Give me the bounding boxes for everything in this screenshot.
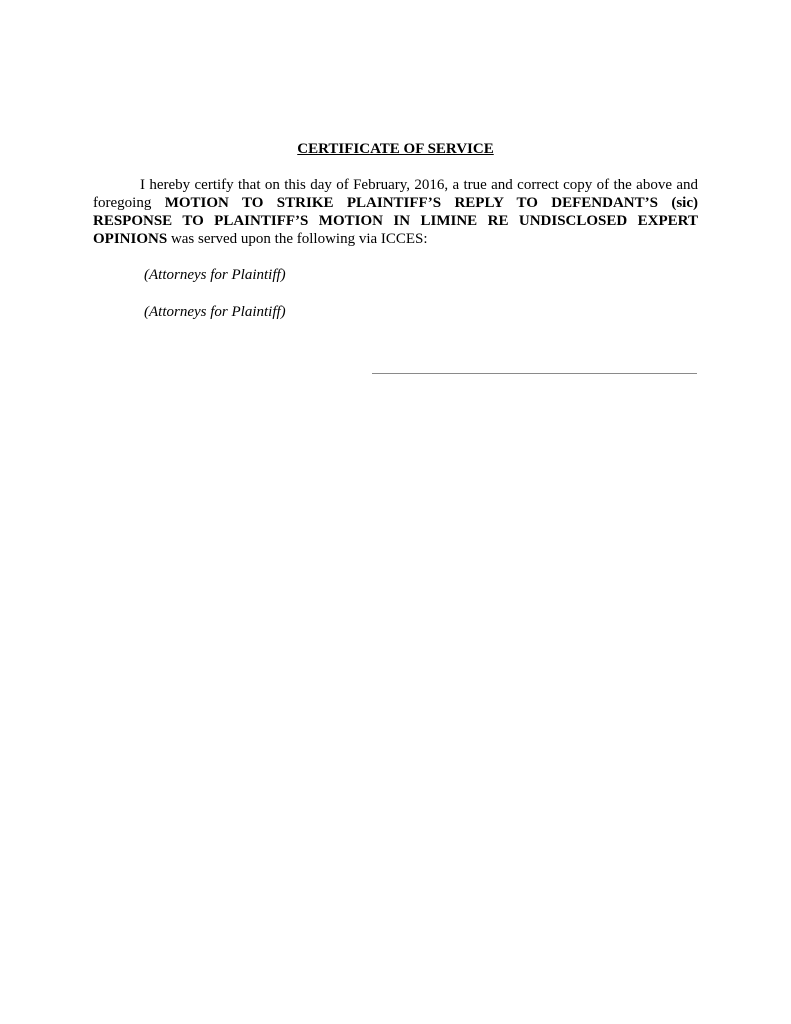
certification-closing: was served upon the following via ICCES:	[167, 231, 428, 247]
recipient-attorneys-for-plaintiff: (Attorneys for Plaintiff)	[144, 304, 286, 320]
signature-line	[372, 373, 697, 374]
certification-intro: I hereby certify that on this day of February, 2016, a true and correct copy of the above and foregoing	[93, 177, 698, 211]
certificate-title	[0, 140, 791, 159]
certificate-title-text: CERTIFICATE OF SERVICE	[297, 141, 494, 157]
recipient-attorneys-for-plaintiff: (Attorneys for Plaintiff)	[144, 267, 286, 283]
motion-title: MOTION TO STRIKE PLAINTIFF’S REPLY TO DEFENDANT’S (sic) RESPONSE TO PLAINTIFF’S MOTION IN LIMINE RE UNDISCLOSED EXPERT OPINIONS	[93, 195, 698, 247]
certification-paragraph	[93, 176, 698, 248]
